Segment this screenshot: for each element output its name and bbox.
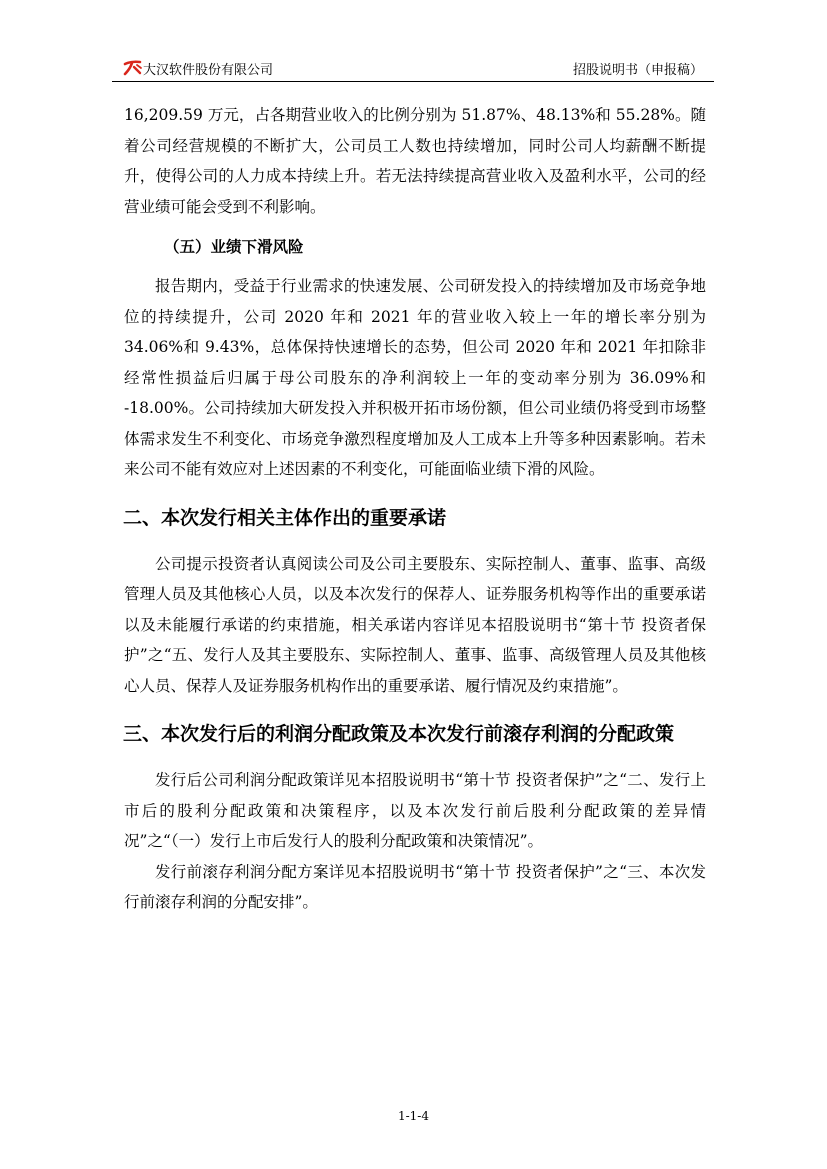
section-title-commitments: 二、本次发行相关主体作出的重要承诺 xyxy=(123,506,447,529)
paragraph-performance-risk: 报告期内，受益于行业需求的快速发展、公司研发投入的持续增加及市场竞争地位的持续提升，公司 2020 年和 2021 年的营业收入较上一年的增长率分别为 34.06%和 9.43%，总体保持快速增长的态势，但公司 2020 年和 2021 年扣除非经常性损益后归属于母公司股东的净利润较上一年的变动率分别为 36.09%和 -18.00%。公司持续加大研发投入并积极开拓市场份额，但公司业绩仍将受到市场整体需求发生不利变化、市场竞争激烈程度增加及人工成本上升等多种因素影响。若未来公司不能有效应对上述因素的不利变化，可能面临业绩下滑的风险。 xyxy=(124,277,706,478)
section-title-profit-distribution: 三、本次发行后的利润分配政策及本次发行前滚存利润的分配政策 xyxy=(123,723,675,745)
company-logo-icon xyxy=(123,58,143,76)
paragraph-labor-cost: 16,209.59 万元，占各期营业收入的比例分别为 51.87%、48.13%和 55.28%。随着公司经营规模的不断扩大，公司员工人数也持续增加，同时公司人均薪酬不断提升，使得公司的人力成本持续上升。若无法持续提高营业收入及盈利水平，公司的经营业绩可能会受到不利影响。 xyxy=(124,106,706,216)
subsection-title-performance-risk: （五）业绩下滑风险 xyxy=(164,238,304,256)
paragraph-commitments: 公司提示投资者认真阅读公司及公司主要股东、实际控制人、董事、监事、高级管理人员及其他核心人员，以及本次发行的保荐人、证券服务机构等作出的重要承诺以及未能履行承诺的约束措施，相关承诺内容详见本招股说明书“第十节 投资者保护”之“五、发行人及其主要股东、实际控制人、董事、监事、高级管理人员及其他核心人员、保荐人及证券服务机构作出的重要承诺、履行情况及约束措施”。 xyxy=(124,554,706,695)
document-type: 招股说明书（申报稿） xyxy=(572,63,703,78)
page-number: 1-1-4 xyxy=(397,1109,429,1123)
paragraph-dividend-policy: 发行后公司利润分配政策详见本招股说明书“第十节 投资者保护”之“二、发行上市后的股利分配政策和决策程序，以及本次发行前后股利分配政策的差异情况”之“（一）发行上市后发行人的股利分配政策和决策情况”。 xyxy=(124,771,706,850)
paragraph-retained-earnings: 发行前滚存利润分配方案详见本招股说明书“第十节 投资者保护”之“三、本次发行前滚存利润的分配安排”。 xyxy=(124,862,706,911)
page-body xyxy=(124,100,706,918)
company-name: 大汉软件股份有限公司 xyxy=(143,63,274,78)
page-header xyxy=(112,55,714,82)
